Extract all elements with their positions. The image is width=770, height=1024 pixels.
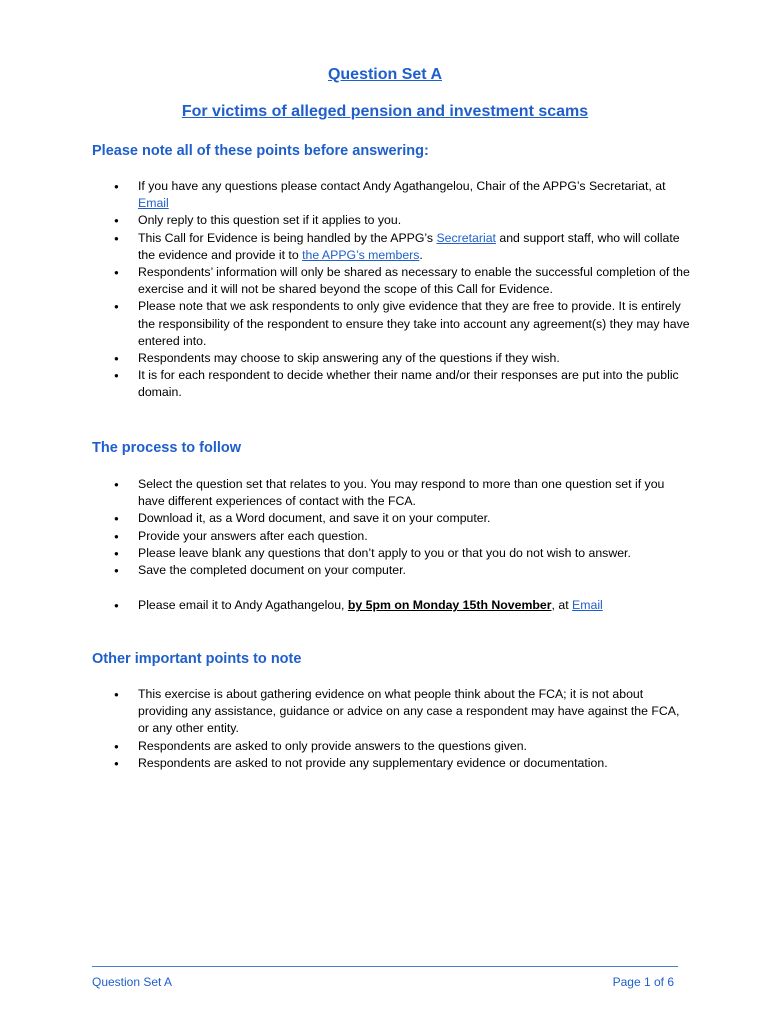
email-link[interactable]: Email xyxy=(572,598,603,613)
list-item xyxy=(92,178,692,212)
other-list xyxy=(92,686,692,772)
list-item-text: Select the question set that relates to you. You may respond to more than one question set if you have different experiences of contact with the FCA. xyxy=(138,477,665,509)
list-item-text: Only reply to this question set if it applies to you. xyxy=(138,213,402,228)
list-item-text: This exercise is about gathering evidence on what people think about the FCA; it is not about providing any assistance, guidance or advice on any case a respondent may have against the FCA, or any other entity. xyxy=(138,687,680,736)
footer-divider xyxy=(92,966,678,967)
list-item-text: Save the completed document on your computer. xyxy=(138,563,406,578)
notes-heading: Please note all of these points before answering: xyxy=(92,143,429,159)
list-item xyxy=(92,264,692,298)
list-item-text: Download it, as a Word document, and save it on your computer. xyxy=(138,511,491,526)
list-item xyxy=(92,597,692,614)
list-item-text: If you have any questions please contact Andy Agathangelou, Chair of the APPG’s Secretariat, at xyxy=(138,179,666,193)
list-item: ● This Call for Evidence is being handled by the APPG’s Secretariat and support staff, who will collate the evidence and provide it to the APPG’s members. xyxy=(92,230,692,264)
list-item xyxy=(92,528,692,545)
list-item-text: Please leave blank any questions that don’t apply to you or that you do not wish to answer. xyxy=(138,545,631,560)
notes-list xyxy=(92,178,692,402)
list-item xyxy=(92,212,692,229)
list-item-text: Please note that we ask respondents to only give evidence that they are free to provide. It is entirely the responsibility of the respondent to ensure they take into account any agreement(s) they may have entered into. xyxy=(138,299,690,348)
list-item xyxy=(92,738,692,755)
process-list xyxy=(92,476,692,614)
secretariat-link[interactable]: Secretariat xyxy=(436,230,496,245)
footer-page-number: Page 1 of 6 xyxy=(612,975,674,989)
list-item-text: Respondents may choose to skip answering any of the questions if they wish. xyxy=(138,351,560,366)
list-item xyxy=(92,545,692,562)
list-item-text: and support staff, who will collate the evidence and provide it to xyxy=(138,230,680,262)
page-subtitle: For victims of alleged pension and investment scams xyxy=(181,103,589,120)
list-item-text: It is for each respondent to decide whether their name and/or their responses are put into the public domain. xyxy=(138,368,679,400)
list-item xyxy=(92,298,692,350)
list-item-text: , at xyxy=(551,598,573,613)
other-heading: Other important points to note xyxy=(92,651,302,667)
list-item-text: Respondents are asked to not provide any supplementary evidence or documentation. xyxy=(138,755,608,770)
list-item xyxy=(92,686,692,738)
footer-document-name: Question Set A xyxy=(92,975,173,989)
appg-members-link[interactable]: the APPG’s members xyxy=(302,247,420,262)
list-item-text: Respondents’ information will only be shared as necessary to enable the successful completion of the exercise and it will not be shared beyond the scope of this Call for Evidence. xyxy=(138,265,690,297)
list-item-text: Respondents are asked to only provide answers to the questions given. xyxy=(138,738,527,753)
deadline-text: by 5pm on Monday 15th November xyxy=(347,598,552,613)
list-item xyxy=(92,562,692,579)
list-item xyxy=(92,476,692,510)
email-link[interactable]: Email xyxy=(138,196,169,211)
list-item-text: Please email it to Andy Agathangelou, xyxy=(138,598,348,613)
page-title: Question Set A xyxy=(327,66,443,83)
list-item xyxy=(92,367,692,401)
list-item xyxy=(92,350,692,367)
list-item xyxy=(92,510,692,527)
list-item-text: This Call for Evidence is being handled by the APPG’s xyxy=(138,230,437,245)
list-item xyxy=(92,755,692,772)
process-heading: The process to follow xyxy=(92,440,242,456)
list-item-text: Provide your answers after each question. xyxy=(138,528,368,543)
